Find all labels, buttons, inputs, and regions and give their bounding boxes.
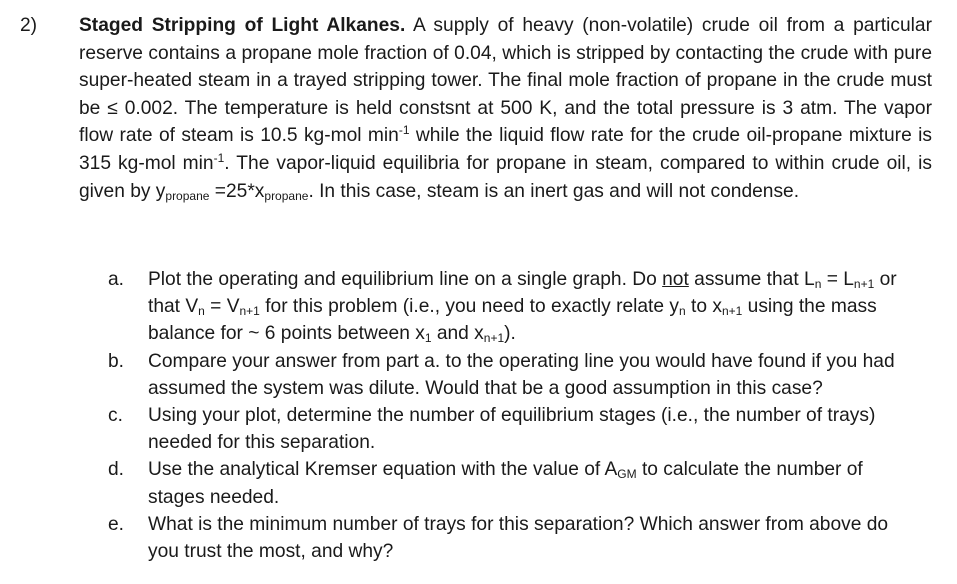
part-a [108, 266, 920, 348]
body-text: =25*x [209, 180, 265, 202]
part-text: Plot the operating and equilibrium line on a single graph. Do not assume that $L_n = L_{n+1}$ or that $V_n = V_{n+1}$ for this problem (i.e., you need to exactly relate $y_n$ to $x_{n+1}$ using the mass balance for ~ 6 points between $x_1$ and $x_{n+1}$). [148, 269, 897, 346]
part-label: e. [108, 513, 125, 535]
part-label: c. [108, 405, 123, 427]
body-text: . In this case, steam is an inert gas and will not condense. [308, 180, 800, 202]
superscript: -1 [398, 123, 410, 138]
part-text: What is the minimum number of trays for this separation? Which answer from above do you trust the most, and why? [148, 513, 889, 563]
part-text: Using your plot, determine the number of equilibrium stages (i.e., the number of trays) needed for this separation. [148, 405, 876, 454]
part-label: d. [108, 459, 125, 481]
problem-body [79, 12, 932, 205]
part-label: b. [108, 350, 125, 372]
body-text: while the liquid flow rate for the crude oil-propane mixture is 315 kg-mol min [79, 125, 932, 174]
part-label: a. [108, 269, 125, 290]
superscript: -1 [213, 150, 225, 165]
problem-statement [20, 12, 932, 205]
body-text: A supply of heavy (non-volatile) crude oil from a particular reserve contains a propane mole fraction of 0.04, which is stripped by contacting the crude with pure super-heated steam in a trayed stripping tower. The final mole fraction of propane in the crude must be ≤ 0.002. The temperature is held constsnt at 500 K, and the total pressure is 3 atm. The vapor flow rate of steam is 10.5 kg-mol min [79, 15, 932, 147]
subscript: propane [165, 188, 210, 203]
part-c [108, 402, 920, 456]
part-d [108, 456, 920, 510]
problem-title: Staged Stripping of Light Alkanes. [79, 15, 406, 36]
underlined-not: not [662, 269, 689, 290]
part-e [108, 511, 920, 565]
parts-list [108, 266, 920, 565]
problem-number: 2) [20, 15, 38, 36]
subscript: propane [264, 188, 309, 203]
part-text: Compare your answer from part a. to the operating line you would have found if you had assumed the system was dilute. Would that be a good assumption in this case? [148, 350, 895, 399]
part-b [108, 348, 920, 402]
part-text: Use the analytical Kremser equation with the value of $A_{GM}$ to calculate the number of stages needed. [148, 459, 863, 508]
body-text: . The vapor-liquid equilibria for propane in steam, compared to within crude oil, is given by y [79, 152, 933, 202]
